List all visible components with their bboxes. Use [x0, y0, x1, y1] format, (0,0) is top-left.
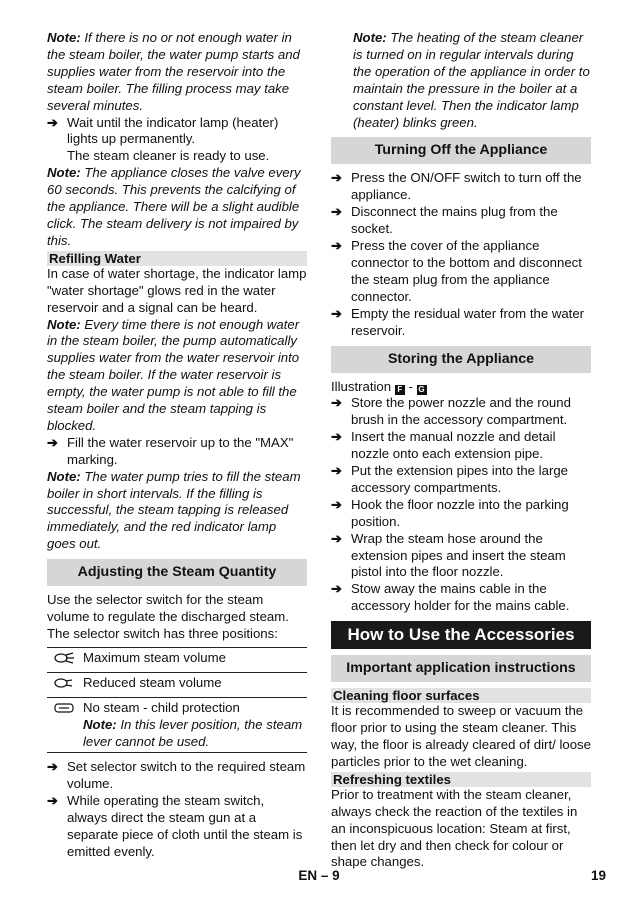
list-item: ➔ Empty the residual water from the water reservoir.	[331, 305, 585, 338]
arrow-right-icon: ➔	[331, 395, 343, 411]
list-item: ➔ Insert the manual nozzle and detail nozzle onto each extension pipe.	[331, 429, 556, 462]
max-steam-icon	[53, 651, 75, 665]
refilling-text: In case of water shortage, the indicator lamp "water shortage" glows red in the water reservoir and a signal can be heard.	[47, 265, 307, 315]
refreshing-textiles-text: Prior to treatment with the steam cleaner, always check the reaction of the textiles in an inconspicuous location: Steam at first, then let dry and then check for colour or shape changes.	[331, 786, 578, 870]
arrow-right-icon: ➔	[331, 238, 343, 254]
arrow-right-icon: ➔	[331, 530, 343, 546]
list-item: ➔ Press the ON/OFF switch to turn off the appliance.	[331, 170, 582, 203]
step-set-selector: ➔ Set selector switch to the required steam volume.	[47, 759, 306, 792]
footer-language-page: EN – 9	[298, 868, 340, 883]
storing-heading: Storing the Appliance	[331, 346, 591, 373]
note-pump: Note: Every time there is not enough water in the steam boiler, the pump automatically supplies water from the water reservoir into the steam boiler. If the water reservoir is empty, the water pump is not able to fill the steam boiler and the steam tapping is blocked.	[47, 316, 300, 433]
table-row: No steam - child protection Note: In this lever position, the steam lever cannot be used.	[47, 697, 307, 753]
step-direct-steam: ➔ While operating the steam switch, always direct the steam gun at a separate piece of cloth until the steam is emitted evenly.	[47, 793, 303, 859]
list-item: ➔ Store the power nozzle and the round brush in the accessory compartment.	[331, 395, 571, 428]
refilling-water-heading: Refilling Water	[47, 251, 307, 266]
ready-text: The steam cleaner is ready to use.	[67, 148, 270, 164]
note-heating: Note: The heating of the steam cleaner is turned on in regular intervals during the operation of the appliance in order to maintain the pressure in the boiler at a constant level. Then the indicator lamp (heater) blinks green.	[353, 30, 590, 130]
left-column	[47, 30, 307, 861]
refreshing-textiles-heading: Refreshing textiles	[331, 772, 591, 787]
accessories-heading: How to Use the Accessories	[331, 621, 591, 649]
arrow-right-icon: ➔	[331, 204, 343, 220]
illustration-ref: Illustration F - G	[331, 378, 425, 394]
cleaning-floor-text: It is recommended to sweep or vacuum the floor prior to using the steam cleaner. This way, the floor is already cleared of dirt/ loose particles prior to the wet cleaning.	[331, 703, 591, 769]
list-item: ➔ Wrap the steam hose around the extension pipes and insert the steam pistol into the floor nozzle.	[331, 530, 566, 580]
note-water-boiler: Note: If there is no or not enough water in the steam boiler, the water pump starts and supplies water from the reservoir into the steam boiler. The filling process may take several minutes.	[47, 30, 300, 113]
list-item: ➔ Stow away the mains cable in the accessory holder for the mains cable.	[331, 581, 570, 614]
illustration-f-label: F	[395, 385, 405, 395]
adjusting-text: Use the selector switch for the steam volume to regulate the discharged steam. The selector switch has three positions:	[47, 592, 289, 641]
page-number: 19	[590, 868, 606, 883]
important-instructions-heading: Important application instructions	[331, 655, 591, 682]
arrow-right-icon: ➔	[331, 581, 343, 597]
note-pump-intervals: Note: The water pump tries to fill the steam boiler in short intervals. If the filling is successful, the steam tapping is released immediately, and the red indicator lamp goes out.	[47, 468, 301, 552]
cleaning-floor-heading: Cleaning floor surfaces	[331, 688, 591, 703]
arrow-right-icon: ➔	[331, 463, 343, 479]
list-item: ➔ Disconnect the mains plug from the socket.	[331, 204, 558, 237]
no-steam-icon	[53, 701, 75, 715]
arrow-right-icon: ➔	[47, 793, 59, 809]
note-valve: Note: The appliance closes the valve every 60 seconds. This prevents the calcifying of the appliance. There will be a slight audible click. The steam delivery is not impaired by this.	[47, 165, 301, 248]
selector-positions-table	[47, 647, 307, 754]
arrow-right-icon: ➔	[47, 114, 59, 130]
right-column	[331, 30, 591, 871]
arrow-right-icon: ➔	[47, 759, 59, 775]
step-wait-indicator: ➔ Wait until the indicator lamp (heater) lights up permanently.	[47, 114, 279, 147]
list-item: ➔ Hook the floor nozzle into the parking position.	[331, 496, 569, 529]
arrow-right-icon: ➔	[331, 496, 343, 512]
step-fill-reservoir: ➔ Fill the water reservoir up to the "MAX" marking.	[47, 434, 294, 467]
list-item: ➔ Put the extension pipes into the large accessory compartments.	[331, 463, 569, 495]
list-item: ➔ Press the cover of the appliance connector to the bottom and disconnect the steam plug from the appliance connector.	[331, 238, 582, 304]
arrow-right-icon: ➔	[331, 170, 343, 186]
turning-off-heading: Turning Off the Appliance	[331, 137, 591, 164]
arrow-right-icon: ➔	[331, 305, 343, 321]
table-row: Reduced steam volume	[47, 672, 307, 697]
illustration-g-label: G	[418, 384, 425, 394]
arrow-right-icon: ➔	[331, 429, 343, 445]
arrow-right-icon: ➔	[47, 434, 59, 450]
reduced-steam-icon	[53, 676, 75, 690]
table-row: Maximum steam volume	[47, 647, 307, 672]
adjusting-steam-heading: Adjusting the Steam Quantity	[47, 559, 307, 586]
